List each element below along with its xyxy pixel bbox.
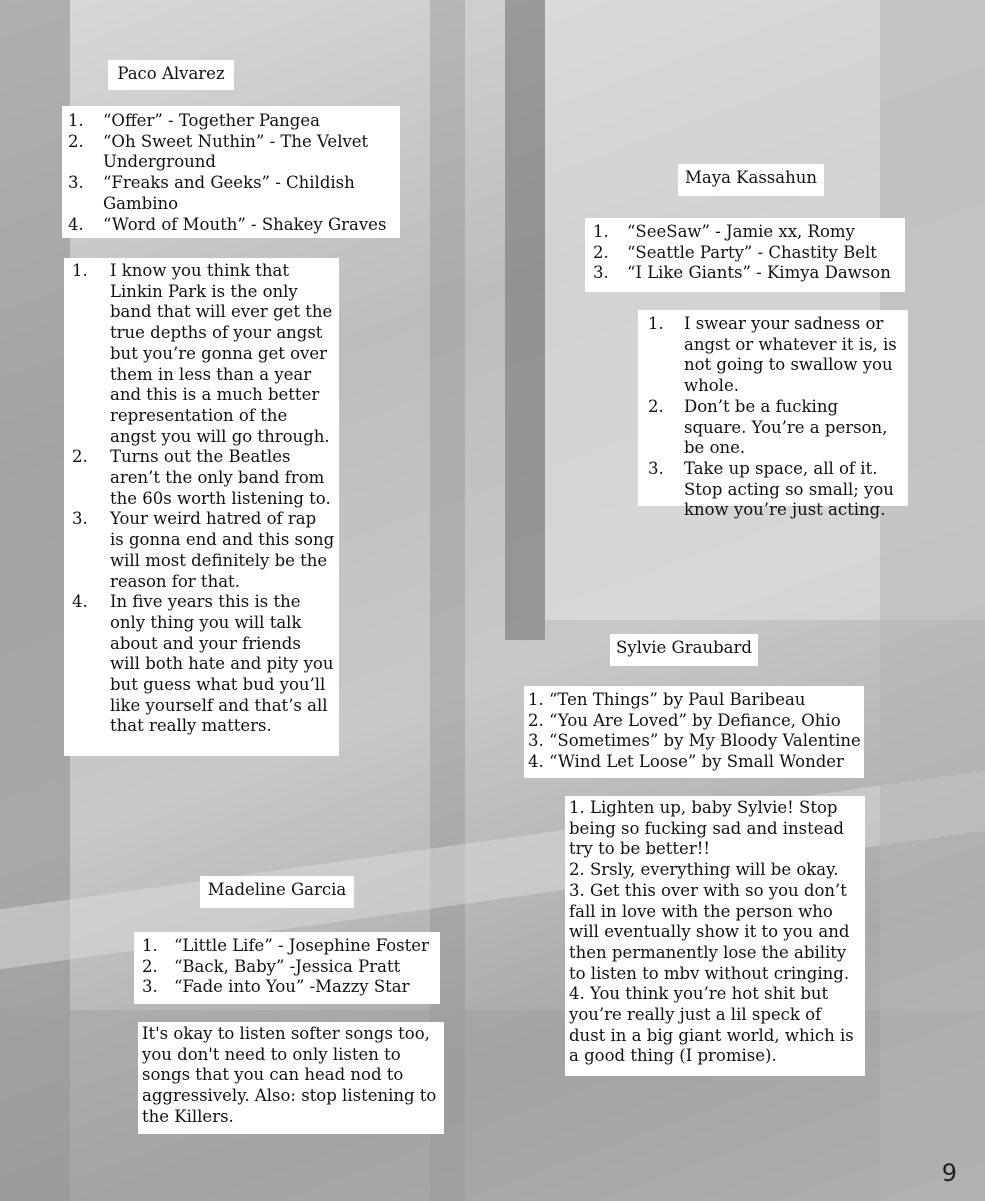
list-item: 1. “Ten Things” by Paul Baribeau	[528, 690, 806, 709]
list-item: 4. “Wind Let Loose” by Small Wonder	[528, 752, 844, 772]
list-item: 1. Lighten up, baby Sylvie! Stop being so fucking sad and instead try to be better!!	[569, 798, 844, 859]
list-item: 2. Don’t be a fucking square. You’re a person, be one.	[648, 396, 888, 458]
paco-name-label: Paco Alvarez	[108, 60, 234, 90]
list-item: 2. “Seattle Party” - Chastity Belt	[593, 242, 877, 262]
list-item: 2. “Back, Baby” -Jessica Pratt	[142, 956, 401, 976]
maya-song-list	[585, 218, 905, 292]
sylvie-name-label: Sylvie Graubard	[610, 634, 758, 666]
list-item: 4. You think you’re hot shit but you’re really just a lil speck of dust in a big giant world, which is a good thing (I promise).	[569, 984, 854, 1066]
list-item: 2. “Oh Sweet Nuthin” - The Velvet Underground	[68, 131, 369, 172]
list-item: 1. “SeeSaw” - Jamie xx, Romy	[593, 222, 855, 241]
list-item: 4. “Word of Mouth” - Shakey Graves	[68, 214, 387, 234]
madeline-note: It's okay to listen softer songs too, you don't need to only listen to songs that you can head nod to aggressively. Also: stop listening to the Killers.	[138, 1022, 444, 1134]
list-item: 2. Srsly, everything will be okay.	[569, 860, 839, 880]
list-item: 3. Take up space, all of it. Stop acting so small; you know you’re just acting.	[648, 458, 894, 520]
maya-name-label: Maya Kassahun	[678, 164, 824, 196]
list-item: 3. “Fade into You” -Mazzy Star	[142, 977, 410, 997]
list-item: 1. “Little Life” - Josephine Foster	[142, 936, 429, 955]
bg-window-post	[505, 0, 545, 640]
madeline-song-list	[134, 932, 440, 1004]
list-item: 3. “Freaks and Geeks” - Childish Gambino	[68, 173, 355, 213]
list-item: 2. “You Are Loved” by Defiance, Ohio	[528, 710, 841, 730]
list-item: 1. “Offer” - Together Pangea	[68, 111, 320, 130]
maya-notes-list	[638, 310, 908, 520]
sylvie-song-list	[524, 686, 864, 778]
page-number: 9	[941, 1159, 957, 1187]
sylvie-notes-list	[565, 796, 865, 1076]
paco-song-list	[62, 106, 400, 238]
list-item: 3. “I Like Giants” - Kimya Dawson	[593, 263, 891, 283]
list-item: 1. I know you think that Linkin Park is the only band that will ever get the true depths of your angst but you’re gonna get over them in less than a year and this is a much better representation of the angst you will go through.	[72, 261, 333, 446]
list-item: 2. Turns out the Beatles aren’t the only band from the 60s worth listening to.	[72, 447, 331, 508]
list-item: 3. Your weird hatred of rap is gonna end and this song will most definitely be the reason for that.	[72, 509, 335, 591]
list-item: 3. Get this over with so you don’t fall in love with the person who will eventually show it to you and then permanently lose the ability to listen to mbv without cringing.	[569, 880, 850, 983]
list-item: 4. In five years this is the only thing you will talk about and your friends will both hate and pity you but guess what bud you’ll like yourself and that’s all that really matters.	[72, 592, 334, 736]
list-item: 1. I swear your sadness or angst or whatever it is, is not going to swallow you whole.	[648, 314, 897, 396]
paco-notes-list	[64, 258, 339, 756]
bg-right-wall	[880, 0, 985, 1201]
list-item: 3. “Sometimes” by My Bloody Valentine	[528, 731, 861, 751]
madeline-name-label: Madeline Garcia	[200, 876, 354, 908]
